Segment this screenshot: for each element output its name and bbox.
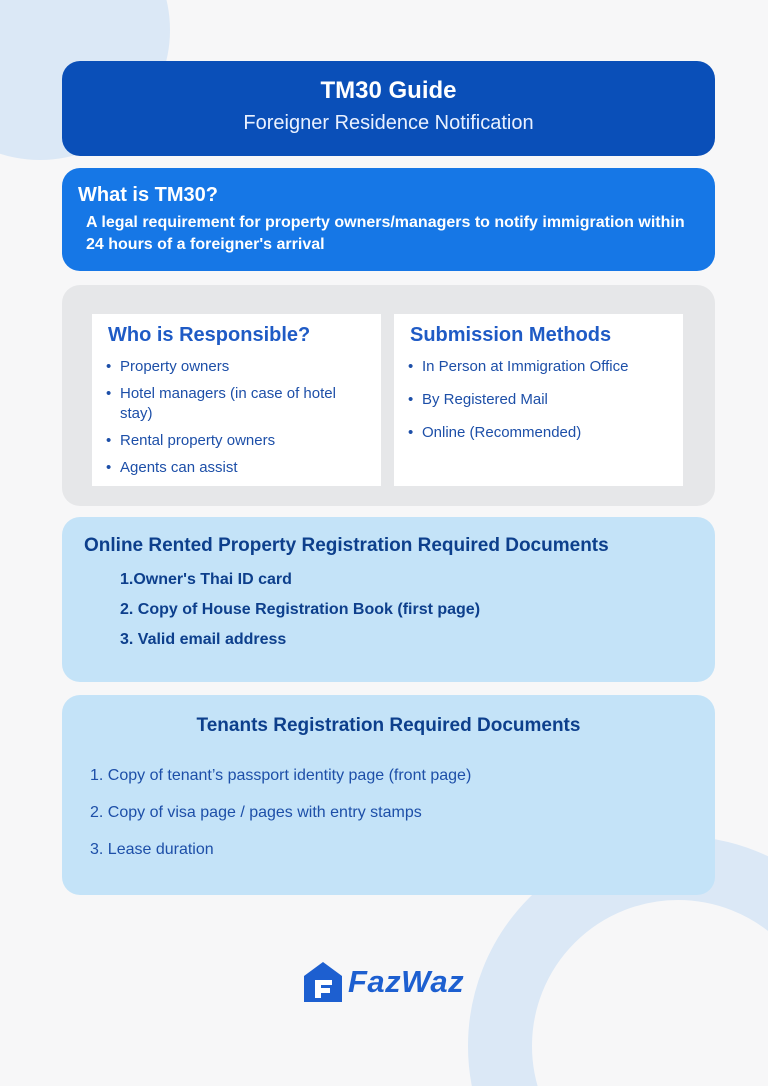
fazwaz-logo [302,960,464,1004]
what-is-tm30-card [62,168,715,271]
info-panels-card [62,285,715,506]
list-item: • Agents can assist [106,458,371,478]
header-card [62,61,715,156]
online-docs-heading: Online Rented Property Registration Required Documents [84,535,609,556]
list-item: 2. Copy of House Registration Book (first page) [120,601,481,618]
list-item: • Rental property owners [106,431,371,451]
house-logo-icon [302,960,344,1004]
list-item: • Online (Recommended) [408,423,673,443]
responsible-list [92,347,381,478]
responsible-heading: Who is Responsible? [108,324,311,346]
list-item: • Property owners [106,357,371,377]
page-title: TM30 Guide [320,77,457,104]
tenant-docs-list [90,765,715,861]
responsible-panel [92,314,381,486]
list-item: 1.Owner's Thai ID card [120,571,292,588]
logo-text: FazWaz [348,964,465,999]
tenant-docs-heading: Tenants Registration Required Documents [196,715,581,736]
list-item: 3. Valid email address [120,631,287,648]
methods-panel [394,314,683,486]
list-item: • By Registered Mail [408,390,673,410]
methods-list [394,347,683,443]
list-item: • Hotel managers (in case of hotel stay) [106,384,371,424]
page-subtitle: Foreigner Residence Notification [243,112,534,134]
methods-heading: Submission Methods [410,324,612,346]
list-item: 3. Lease duration [90,841,214,858]
online-docs-list [84,569,715,651]
what-description: A legal requirement for property owners/managers to notify immigration within 24 hours of a foreigner's arrival [86,214,685,253]
list-item: • In Person at Immigration Office [408,357,673,377]
what-heading: What is TM30? [78,184,219,206]
list-item: 2. Copy of visa page / pages with entry stamps [90,804,422,821]
list-item: 1. Copy of tenant’s passport identity page (front page) [90,767,472,784]
tenant-docs-card [62,695,715,895]
online-docs-card [62,517,715,682]
